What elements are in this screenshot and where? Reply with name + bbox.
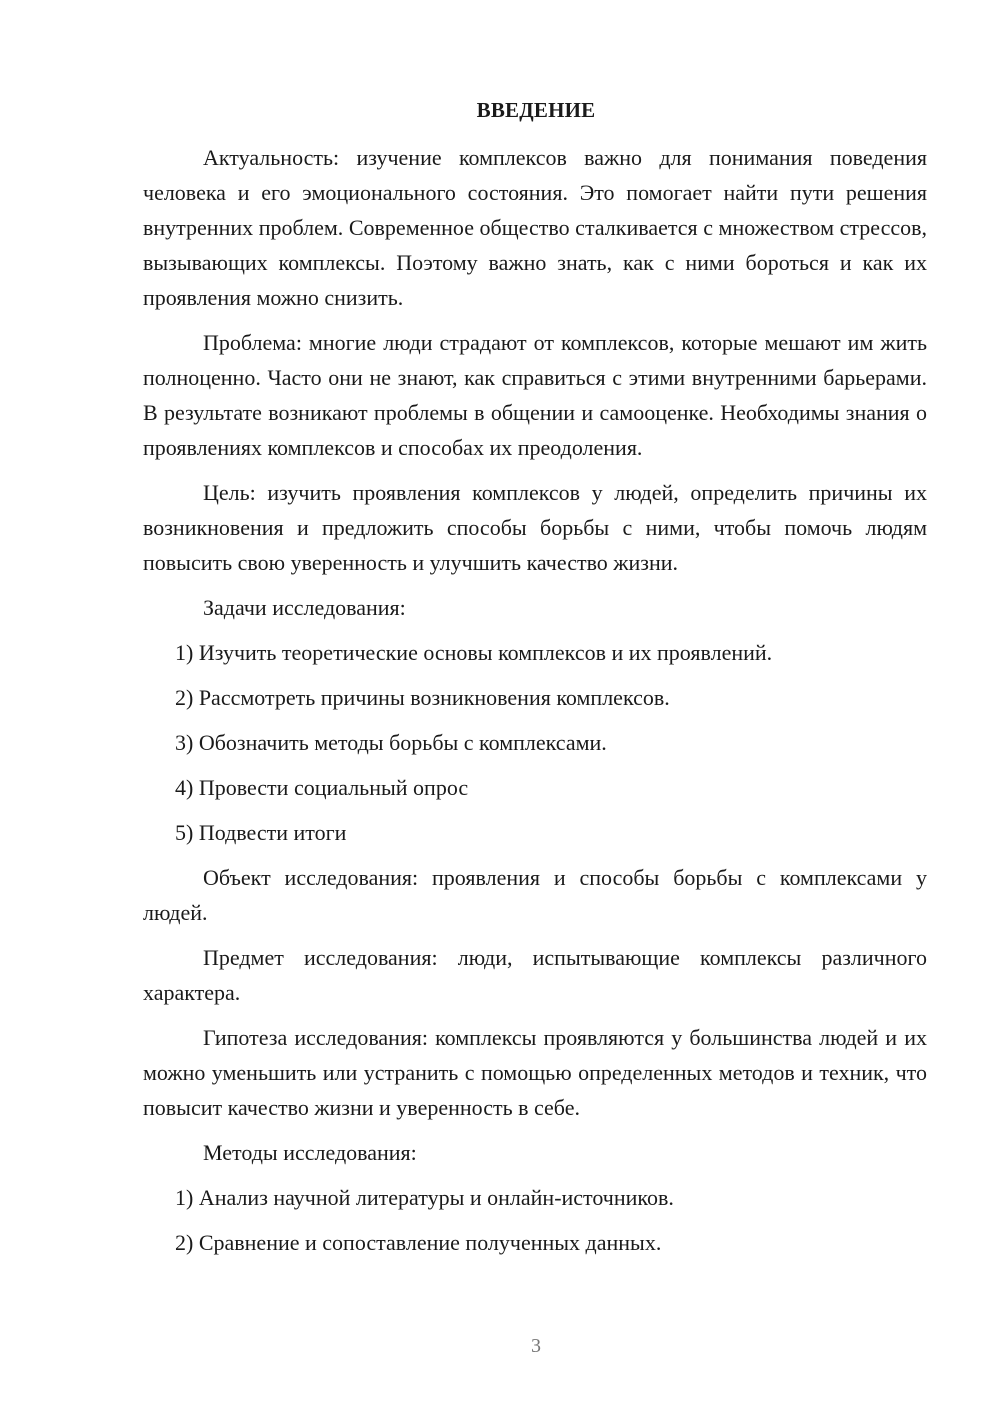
subject-paragraph: Предмет исследования: люди, испытывающие комплексы различного характера. bbox=[143, 945, 927, 1005]
list-item: 2) Сравнение и сопоставление полученных данных. bbox=[175, 1230, 662, 1255]
list-item: 1) Анализ научной литературы и онлайн-источников. bbox=[175, 1185, 674, 1210]
object-paragraph: Объект исследования: проявления и способы борьбы с комплексами у людей. bbox=[143, 865, 927, 925]
document-body bbox=[143, 140, 927, 1270]
list-item: 4) Провести социальный опрос bbox=[175, 775, 469, 800]
hypothesis-paragraph: Гипотеза исследования: комплексы проявляются у большинства людей и их можно уменьшить или устранить с помощью определенных методов и техник, что повысит качество жизни и уверенность в себе. bbox=[143, 1025, 927, 1120]
relevance-paragraph: Актуальность: изучение комплексов важно для понимания поведения человека и его эмоционального состояния. Это помогает найти пути решения внутренних проблем. Современное общество сталкивается с множеством стрессов, вызывающих комплексы. Поэтому важно знать, как с ними бороться и как их проявления можно снизить. bbox=[143, 145, 927, 310]
tasks-heading: Задачи исследования: bbox=[203, 595, 406, 620]
methods-heading: Методы исследования: bbox=[203, 1140, 417, 1165]
list-item: 1) Изучить теоретические основы комплексов и их проявлений. bbox=[175, 640, 773, 665]
list-item: 3) Обозначить методы борьбы с комплексами. bbox=[175, 730, 607, 755]
methods-list bbox=[143, 1180, 927, 1260]
problem-paragraph: Проблема: многие люди страдают от комплексов, которые мешают им жить полноценно. Часто они не знают, как справиться с этими внутренними барьерами. В результате возникают проблемы в общении и самооценке. Необходимы знания о проявлениях комплексов и способах их преодоления. bbox=[143, 330, 927, 460]
page-title: ВВЕДЕНИЕ bbox=[476, 98, 596, 122]
tasks-list bbox=[143, 635, 927, 850]
list-item: 2) Рассмотреть причины возникновения комплексов. bbox=[175, 685, 670, 710]
list-item: 5) Подвести итоги bbox=[175, 820, 347, 845]
page-number: 3 bbox=[531, 1335, 541, 1357]
goal-paragraph: Цель: изучить проявления комплексов у людей, определить причины их возникновения и предложить способы борьбы с ними, чтобы помочь людям повысить свою уверенность и улучшить качество жизни. bbox=[143, 480, 927, 575]
